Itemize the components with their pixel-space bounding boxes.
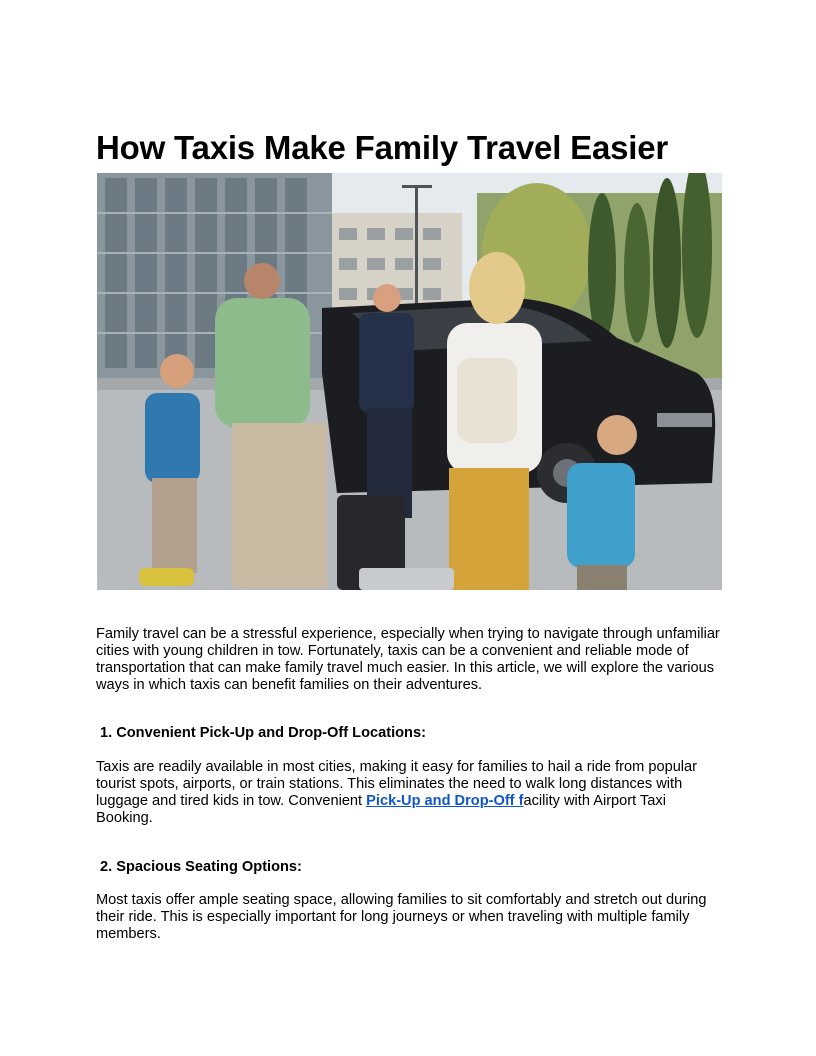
pickup-dropoff-link[interactable]: Pick-Up and Drop-Off f (366, 793, 524, 809)
section-body-seating: Most taxis offer ample seating space, allowing families to sit comfortably and stretch out during their ride. This is especially important for long journeys or when traveling with multiple family members. (96, 892, 707, 942)
page-title: How Taxis Make Family Travel Easier (96, 129, 669, 166)
hero-image (97, 173, 722, 590)
section-heading-pickup: 1. Convenient Pick-Up and Drop-Off Locations: (100, 725, 426, 741)
section-body-pickup-text: Taxis are readily available in most cities, making it easy for families to hail a ride from popular tourist spots, airports, or train stations. This eliminates the need to walk long distances with luggage and tired kids in tow. Convenient (96, 759, 698, 809)
intro-paragraph: Family travel can be a stressful experience, especially when trying to navigate through unfamiliar cities with young children in tow. Fortunately, taxis can be a convenient and reliable mode of transportation that can make family travel much easier. In this article, we will explore the various ways in which taxis can benefit families on their adventures. (96, 626, 720, 693)
section-body-pickup-tail: acility with Airport Taxi Booking. (96, 793, 666, 826)
section-heading-seating: 2. Spacious Seating Options: (100, 859, 302, 875)
section-body-pickup (96, 759, 724, 827)
